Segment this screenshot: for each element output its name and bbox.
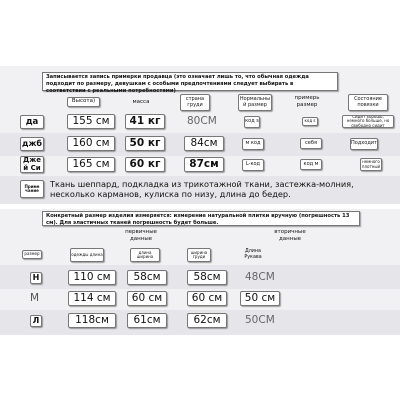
header-state: Состояние повязки <box>348 94 388 111</box>
header-tried-size: примерь размер <box>294 95 320 108</box>
weight-value: 41 кг <box>125 114 165 129</box>
size-label: Н <box>30 272 42 284</box>
row-label: да <box>20 115 44 129</box>
group-secondary-label: вторичные данные <box>274 229 306 242</box>
height-value: 155 см <box>67 114 115 129</box>
size-value: м код <box>242 138 264 150</box>
state-value: Подходит <box>350 138 378 150</box>
state-value: немного плотный <box>360 158 382 171</box>
chest-value: 84см <box>184 136 224 151</box>
header-weight: масса <box>132 99 150 105</box>
header-length: одежды длина <box>70 248 104 262</box>
row-label: Дже й Си <box>20 156 44 173</box>
weight-value: 60 кг <box>125 157 165 172</box>
height-value: 160 см <box>67 136 115 151</box>
group-primary-label: первичные данные <box>125 229 157 242</box>
size-label: Л <box>30 315 42 327</box>
header-height: Высота) <box>67 97 100 107</box>
hem-value: 61см <box>127 313 167 328</box>
fitting-note: Записывается запись примерки продавца (это означает лишь то, что обычная одежда подходит по размеру, девушкам с особыми предпочтениями следует выбирать в соответствии с реальными потребностями) <box>42 72 338 91</box>
sleeve-value: 50 см <box>240 291 280 306</box>
fabric-label: Приме чание <box>20 180 44 198</box>
size-value: код s <box>244 116 260 128</box>
measurement-note: Конкретный размер изделия измеряется: измерение натуральной плитки вручную (погрешность 13 см). Для эластичных тканей погрешность будет больше. <box>42 211 360 226</box>
chest-width-value: 60 см <box>187 291 227 306</box>
hem-value: 58см <box>127 270 167 285</box>
hem-value: 60 см <box>127 291 167 306</box>
tried-size-value: код м <box>300 159 322 170</box>
row-label: джб <box>20 137 44 151</box>
chest-width-value: 58см <box>187 270 227 285</box>
header-chest-width: ширина груди <box>187 248 211 262</box>
length-value: 114 см <box>68 291 116 306</box>
header-size: размер <box>22 250 42 259</box>
weight-value: 50 кг <box>125 136 165 151</box>
state-value: Сидит хорошо, немного больше, но свободно сидит <box>342 115 394 128</box>
tried-size-value: код s <box>302 117 318 126</box>
chest-width-value: 62см <box>187 313 227 328</box>
height-value: 165 см <box>67 157 115 172</box>
fabric-description: Ткань шеппард, подкладка из трикотажной ткани, застежка-молния, несколько карманов, кулиска по низу, длина до бедер. <box>50 179 354 199</box>
chest-value: 87см <box>184 157 224 172</box>
header-normal-size: Нормальны й размер <box>238 94 272 111</box>
size-label: M <box>30 292 40 304</box>
size-value: L-код <box>242 159 264 171</box>
header-hem: длина ширина <box>130 248 160 262</box>
sleeve-value: 50СМ <box>245 314 275 326</box>
tried-size-value: себя <box>300 138 322 149</box>
chest-value: 80СМ <box>187 115 217 127</box>
length-value: 118см <box>68 313 116 328</box>
header-sleeve: Длина Рукава <box>244 249 262 260</box>
header-chest: страна груди <box>180 94 210 111</box>
length-value: 110 см <box>68 270 116 285</box>
sleeve-value: 48СМ <box>245 271 275 283</box>
